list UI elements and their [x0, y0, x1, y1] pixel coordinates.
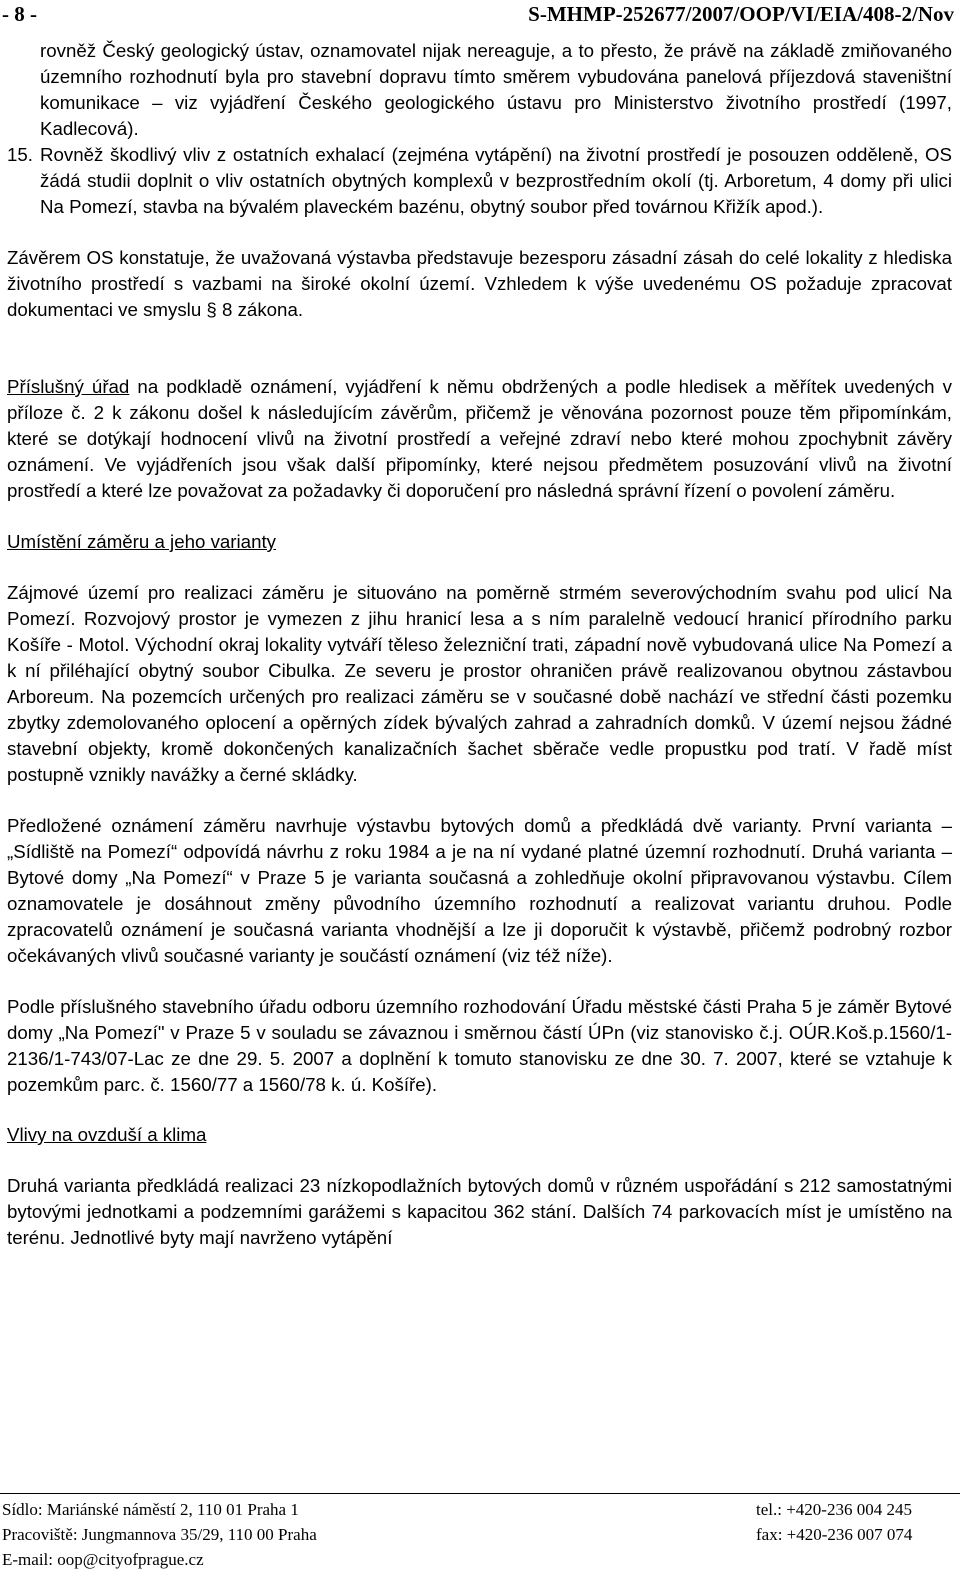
heading-location: Umístění záměru a jeho varianty [7, 531, 277, 552]
continuation-paragraph: rovněž Český geologický ústav, oznamovatel nijak nereaguje, a to přesto, že právě na základě zmiňovaného územního rozhodnutí byla pro stavební dopravu tímto směrem vybudována panelová příjezdová staveništní komunikace – viz vyjádření Českého geologického ústavu pro Ministerstvo životního prostředí (1997, Kadlecová). [40, 40, 952, 139]
footer-address: Sídlo: Mariánské náměstí 2, 110 01 Praha 1 [2, 1500, 299, 1519]
building-office-paragraph: Podle příslušného stavebního úřadu odboru územního rozhodování Úřadu městské části Praha 5 je záměr Bytové domy „Na Pomezí" v Praze 5 v souladu se závaznou i směrnou částí ÚPn (viz stanovisko č.j. OÚR.Koš.p.1560/1-2136/1-743/07-Lac ze dne 29. 5. 2007 a doplnění k tomuto stanovisku ze dne 30. 7. 2007, které se vztahuje k pozemkům parc. č. 1560/77 a 1560/78 k. ú. Košíře). [7, 996, 952, 1095]
footer-address-block [2, 1497, 317, 1572]
conclusion-paragraph: Závěrem OS konstatuje, že uvažovaná výstavba představuje bezesporu zásadní zásah do celé lokality z hlediska životního prostředí s vazbami na široké okolní území. Vzhledem k výše uvedenému OS požaduje zpracovat dokumentaci ve smyslu § 8 zákona. [7, 247, 952, 320]
page-footer [0, 1497, 960, 1576]
document-reference: S-MHMP-252677/2007/OOP/VI/EIA/408-2/Nov [528, 2, 954, 26]
office-paragraph [7, 374, 952, 504]
air-paragraph: Druhá varianta předkládá realizaci 23 nízkopodlažních bytových domů v různém uspořádání s 212 samostatnými bytovými jednotkami a podzemními garážemi s kapacitou 362 stání. Dalších 74 parkovacích míst je umístěno na terénu. Jednotlivé byty mají navrženo vytápění [7, 1175, 952, 1248]
document-body [7, 38, 952, 1251]
page-header [0, 2, 960, 28]
location-paragraph: Zájmové území pro realizaci záměru je situováno na poměrně strmém severovýchodním svahu pod ulicí Na Pomezí. Rozvojový prostor je vymezen z jihu hranicí lesa a s ním paralelně vedoucí hranicí přírodního parku Košíře - Motol. Východní okraj lokality vytváří těleso železniční trati, západní nově vybudovaná ulice Na Pomezí a k ní přiléhající obytný soubor Cibulka. Ze severu je prostor ohraničen právě realizovanou obytnou zástavbou Arboreum. Na pozemcích určených pro realizaci záměru se v současné době nachází ve střední části pozemku zbytky zdemolovaného oplocení a opěrných zídek bývalých zahrad a zahradních domků. V území nejsou žádné stavební objekty, kromě dokončených kanalizačních šachet sběrače vedle propustku pod tratí. V řadě míst postupně vznikly navážky a černé skládky. [7, 582, 952, 785]
numbered-item-15 [7, 142, 952, 220]
item-number: 15. [7, 144, 33, 165]
heading-air: Vlivy na ovzduší a klima [7, 1124, 207, 1145]
footer-contact-block [756, 1497, 912, 1547]
footer-divider [0, 1493, 960, 1494]
office-label: Příslušný úřad [7, 376, 130, 397]
footer-fax: fax: +420-236 007 074 [756, 1525, 913, 1544]
footer-workplace: Pracoviště: Jungmannova 35/29, 110 00 Praha [2, 1525, 317, 1544]
footer-phone: tel.: +420-236 004 245 [756, 1500, 912, 1519]
item-text: Rovněž škodlivý vliv z ostatních exhalací (zejména vytápění) na životní prostředí je posouzen odděleně, OS žádá studii doplnit o vliv ostatních obytných komplexů v bezprostředním okolí (tj. Arboretum, 4 domy při ulici Na Pomezí, stavba na bývalém plaveckém bazénu, obytný soubor před továrnou Křižík apod.). [40, 144, 952, 217]
footer-email[interactable]: E-mail: oop@cityofprague.cz [2, 1550, 204, 1569]
variants-paragraph: Předložené oznámení záměru navrhuje výstavbu bytových domů a předkládá dvě varianty. První varianta – „Sídliště na Pomezí“ odpovídá návrhu z roku 1984 a je na ní vydané platné územní rozhodnutí. Druhá varianta – Bytové domy „Na Pomezí“ v Praze 5 je varianta současná a zohledňuje okolní připravovanou výstavbu. Cílem oznamovatele je dosáhnout změny původního územního rozhodnutí a realizovat variantu druhou. Podle zpracovatelů oznámení je současná varianta vhodnější a lze ji doporučit k výstavbě, přičemž podrobný rozbor očekávaných vlivů současné varianty je součástí oznámení (viz též níže). [7, 815, 952, 966]
office-text: na podkladě oznámení, vyjádření k němu obdržených a podle hledisek a měřítek uvedených v příloze č. 2 k zákonu došel k následujícím závěrům, přičemž je věnována pozornost pouze těm připomínkám, které se dotýkají hodnocení vlivů na životní prostředí a veřejné zdraví nebo které mohou zpochybnit závěry oznámení. Ve vyjádřeních jsou však další připomínky, které nejsou předmětem posuzování vlivů na životní prostředí a které lze považovat za požadavky či doporučení pro následná správní řízení o povolení záměru. [7, 376, 952, 501]
page-number: - 8 - [2, 2, 37, 26]
